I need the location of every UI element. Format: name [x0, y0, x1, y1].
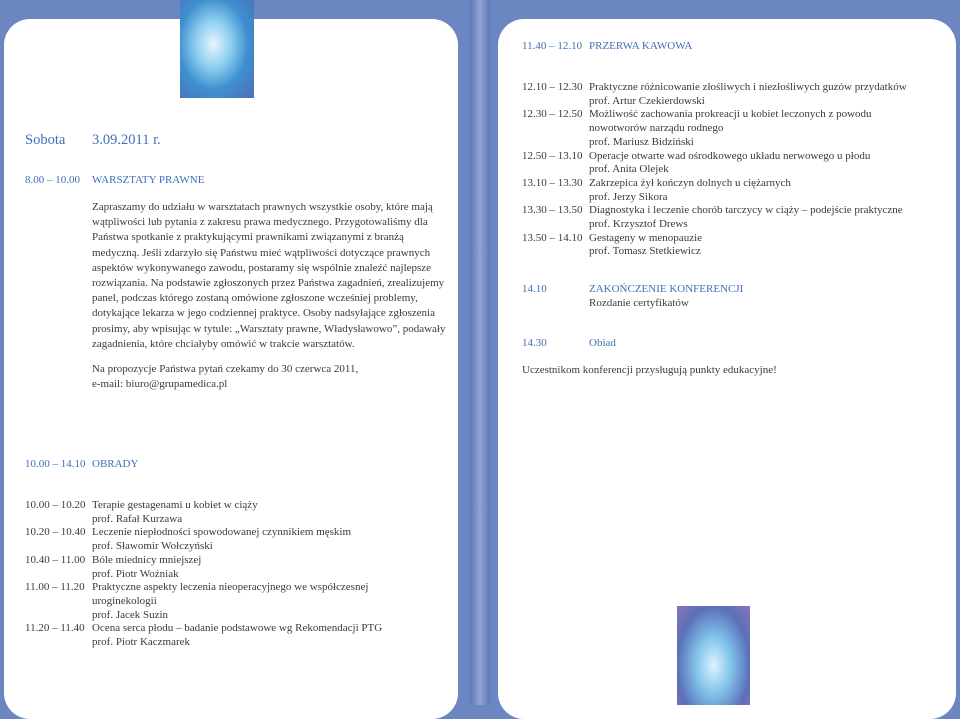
dinner-title: Obiad — [589, 337, 616, 349]
session-title: OBRADY — [92, 458, 139, 470]
talk-speaker: prof. Krzysztof Drews — [589, 218, 688, 231]
talk-title: Leczenie niepłodności spowodowanej czynnikiem męskim — [92, 526, 352, 539]
talk-row — [25, 499, 445, 526]
workshops-title: WARSZTATY PRAWNE — [92, 174, 205, 186]
break-title: PRZERWA KAWOWA — [589, 40, 693, 52]
talk-speaker: prof. Rafał Kurzawa — [92, 512, 183, 525]
talk-speaker: prof. Jerzy Sikora — [589, 190, 668, 203]
afternoon-talks-list — [522, 81, 942, 259]
decorative-photo-top — [180, 0, 254, 98]
talk-time: 12.50 – 13.10 — [522, 149, 583, 162]
closing-subtitle: Rozdanie certyfikatów — [589, 297, 689, 309]
booklet-spine — [470, 0, 490, 705]
talk-title: Zakrzepica żył kończyn dolnych u ciężarnych — [589, 176, 791, 189]
talk-row — [522, 204, 942, 231]
talk-time: 13.30 – 13.50 — [522, 204, 583, 217]
talk-time: 10.40 – 11.00 — [25, 553, 86, 566]
talk-time: 12.30 – 12.50 — [522, 108, 583, 121]
workshops-time: 8.00 – 10.00 — [25, 174, 80, 186]
talk-title: Praktyczne aspekty leczenia nieoperacyjnego we współczesnej uroginekologii — [92, 581, 369, 607]
workshops-paragraph: Zapraszamy do udziału w warsztatach prawnych wszystkie osoby, które mają wątpliwości lub pytania z zakresu prawa medycznego. Przygotowaliśmy dla Państwa spotkanie z praktykującymi prawnikami związanymi z branżą medyczną. Jeśli zdarzyło się Państwu mieć wątpliwości dotyczące prawnych aspektów wykonywanego zawodu, postaramy się wspólnie znaleźć najlepsze rozwiązania. Na podstawie zgłoszonych przez Państwa zagadnień, zrealizujemy panel, podczas którego zostaną omówione zgłoszone wcześniej problemy, dotykające lekarza w jego codziennej praktyce. Osoby nadsyłające zgłoszenia prosimy, aby wpisując w tytule: „Warsztaty prawne, Władysławowo”, podawały zagadnienia, które chciałyby omówić w trakcie warsztatów. — [92, 201, 446, 350]
talk-row — [522, 177, 942, 204]
talk-title: Możliwość zachowania prokreacji u kobiet leczonych z powodu nowotworów narządu rodnego — [589, 108, 872, 135]
session-heading — [25, 458, 138, 470]
break-heading — [522, 40, 692, 52]
closing-heading — [522, 283, 743, 295]
morning-talks-list — [25, 499, 445, 650]
workshops-contact — [92, 362, 452, 392]
talk-row — [25, 581, 445, 622]
workshops-heading — [25, 174, 204, 186]
closing-title: ZAKOŃCZENIE KONFERENCJI — [589, 283, 744, 295]
talk-speaker: prof. Artur Czekierdowski — [589, 94, 705, 107]
talk-row — [25, 622, 445, 649]
talk-title: Operacje otwarte wad ośrodkowego układu nerwowego u płodu — [589, 149, 871, 162]
day-label: Sobota — [25, 132, 66, 148]
talk-title: Bóle miednicy mniejszej — [92, 553, 202, 566]
break-time: 11.40 – 12.10 — [522, 40, 583, 52]
closing-time: 14.10 — [522, 283, 547, 295]
talk-title: Ocena serca płodu – badanie podstawowe wg Rekomendacji PTG — [92, 622, 383, 635]
talk-title: Terapie gestagenami u kobiet w ciąży — [92, 499, 258, 511]
dinner-time: 14.30 — [522, 337, 547, 349]
talk-row — [25, 526, 445, 553]
talk-title: Diagnostyka i leczenie chorób tarczycy w ciąży – podejście praktyczne — [589, 204, 903, 217]
talk-speaker: prof. Piotr Kaczmarek — [92, 636, 191, 649]
talk-time: 10.00 – 10.20 — [25, 499, 86, 511]
day-heading — [25, 132, 161, 149]
talk-time: 12.10 – 12.30 — [522, 81, 583, 93]
session-time: 10.00 – 14.10 — [25, 458, 86, 470]
talk-speaker: prof. Anita Olejek — [589, 163, 669, 176]
talk-time: 11.00 – 11.20 — [25, 581, 85, 594]
talk-speaker: prof. Sławomir Wołczyński — [92, 540, 213, 553]
decorative-photo-bottom — [677, 606, 750, 705]
contact-line-1: Na propozycje Państwa pytań czekamy do 30 czerwca 2011, — [92, 363, 359, 375]
talk-row — [522, 150, 942, 177]
talk-row — [25, 554, 445, 581]
talk-time: 13.10 – 13.30 — [522, 176, 583, 189]
dinner-heading — [522, 337, 616, 349]
talk-title: Gestageny w menopauzie — [589, 231, 703, 244]
education-points-note: Uczestnikom konferencji przysługują punkty edukacyjne! — [522, 364, 777, 376]
talk-row — [522, 232, 942, 259]
talk-time: 13.50 – 14.10 — [522, 231, 583, 244]
talk-speaker: prof. Piotr Woźniak — [92, 567, 179, 580]
talk-speaker: prof. Jacek Suzin — [92, 608, 169, 621]
contact-line-2: e-mail: biuro@grupamedica.pl — [92, 378, 228, 391]
talk-speaker: prof. Mariusz Bidziński — [589, 135, 694, 148]
talk-speaker: prof. Tomasz Stetkiewicz — [589, 245, 701, 258]
talk-time: 11.20 – 11.40 — [25, 622, 85, 635]
workshops-description — [92, 200, 452, 352]
talk-title: Praktyczne różnicowanie złośliwych i niezłośliwych guzów przydatków — [589, 81, 907, 93]
talk-time: 10.20 – 10.40 — [25, 526, 86, 539]
date-label: 3.09.2011 r. — [92, 132, 161, 148]
talk-row — [522, 81, 942, 108]
talk-row — [522, 108, 942, 149]
